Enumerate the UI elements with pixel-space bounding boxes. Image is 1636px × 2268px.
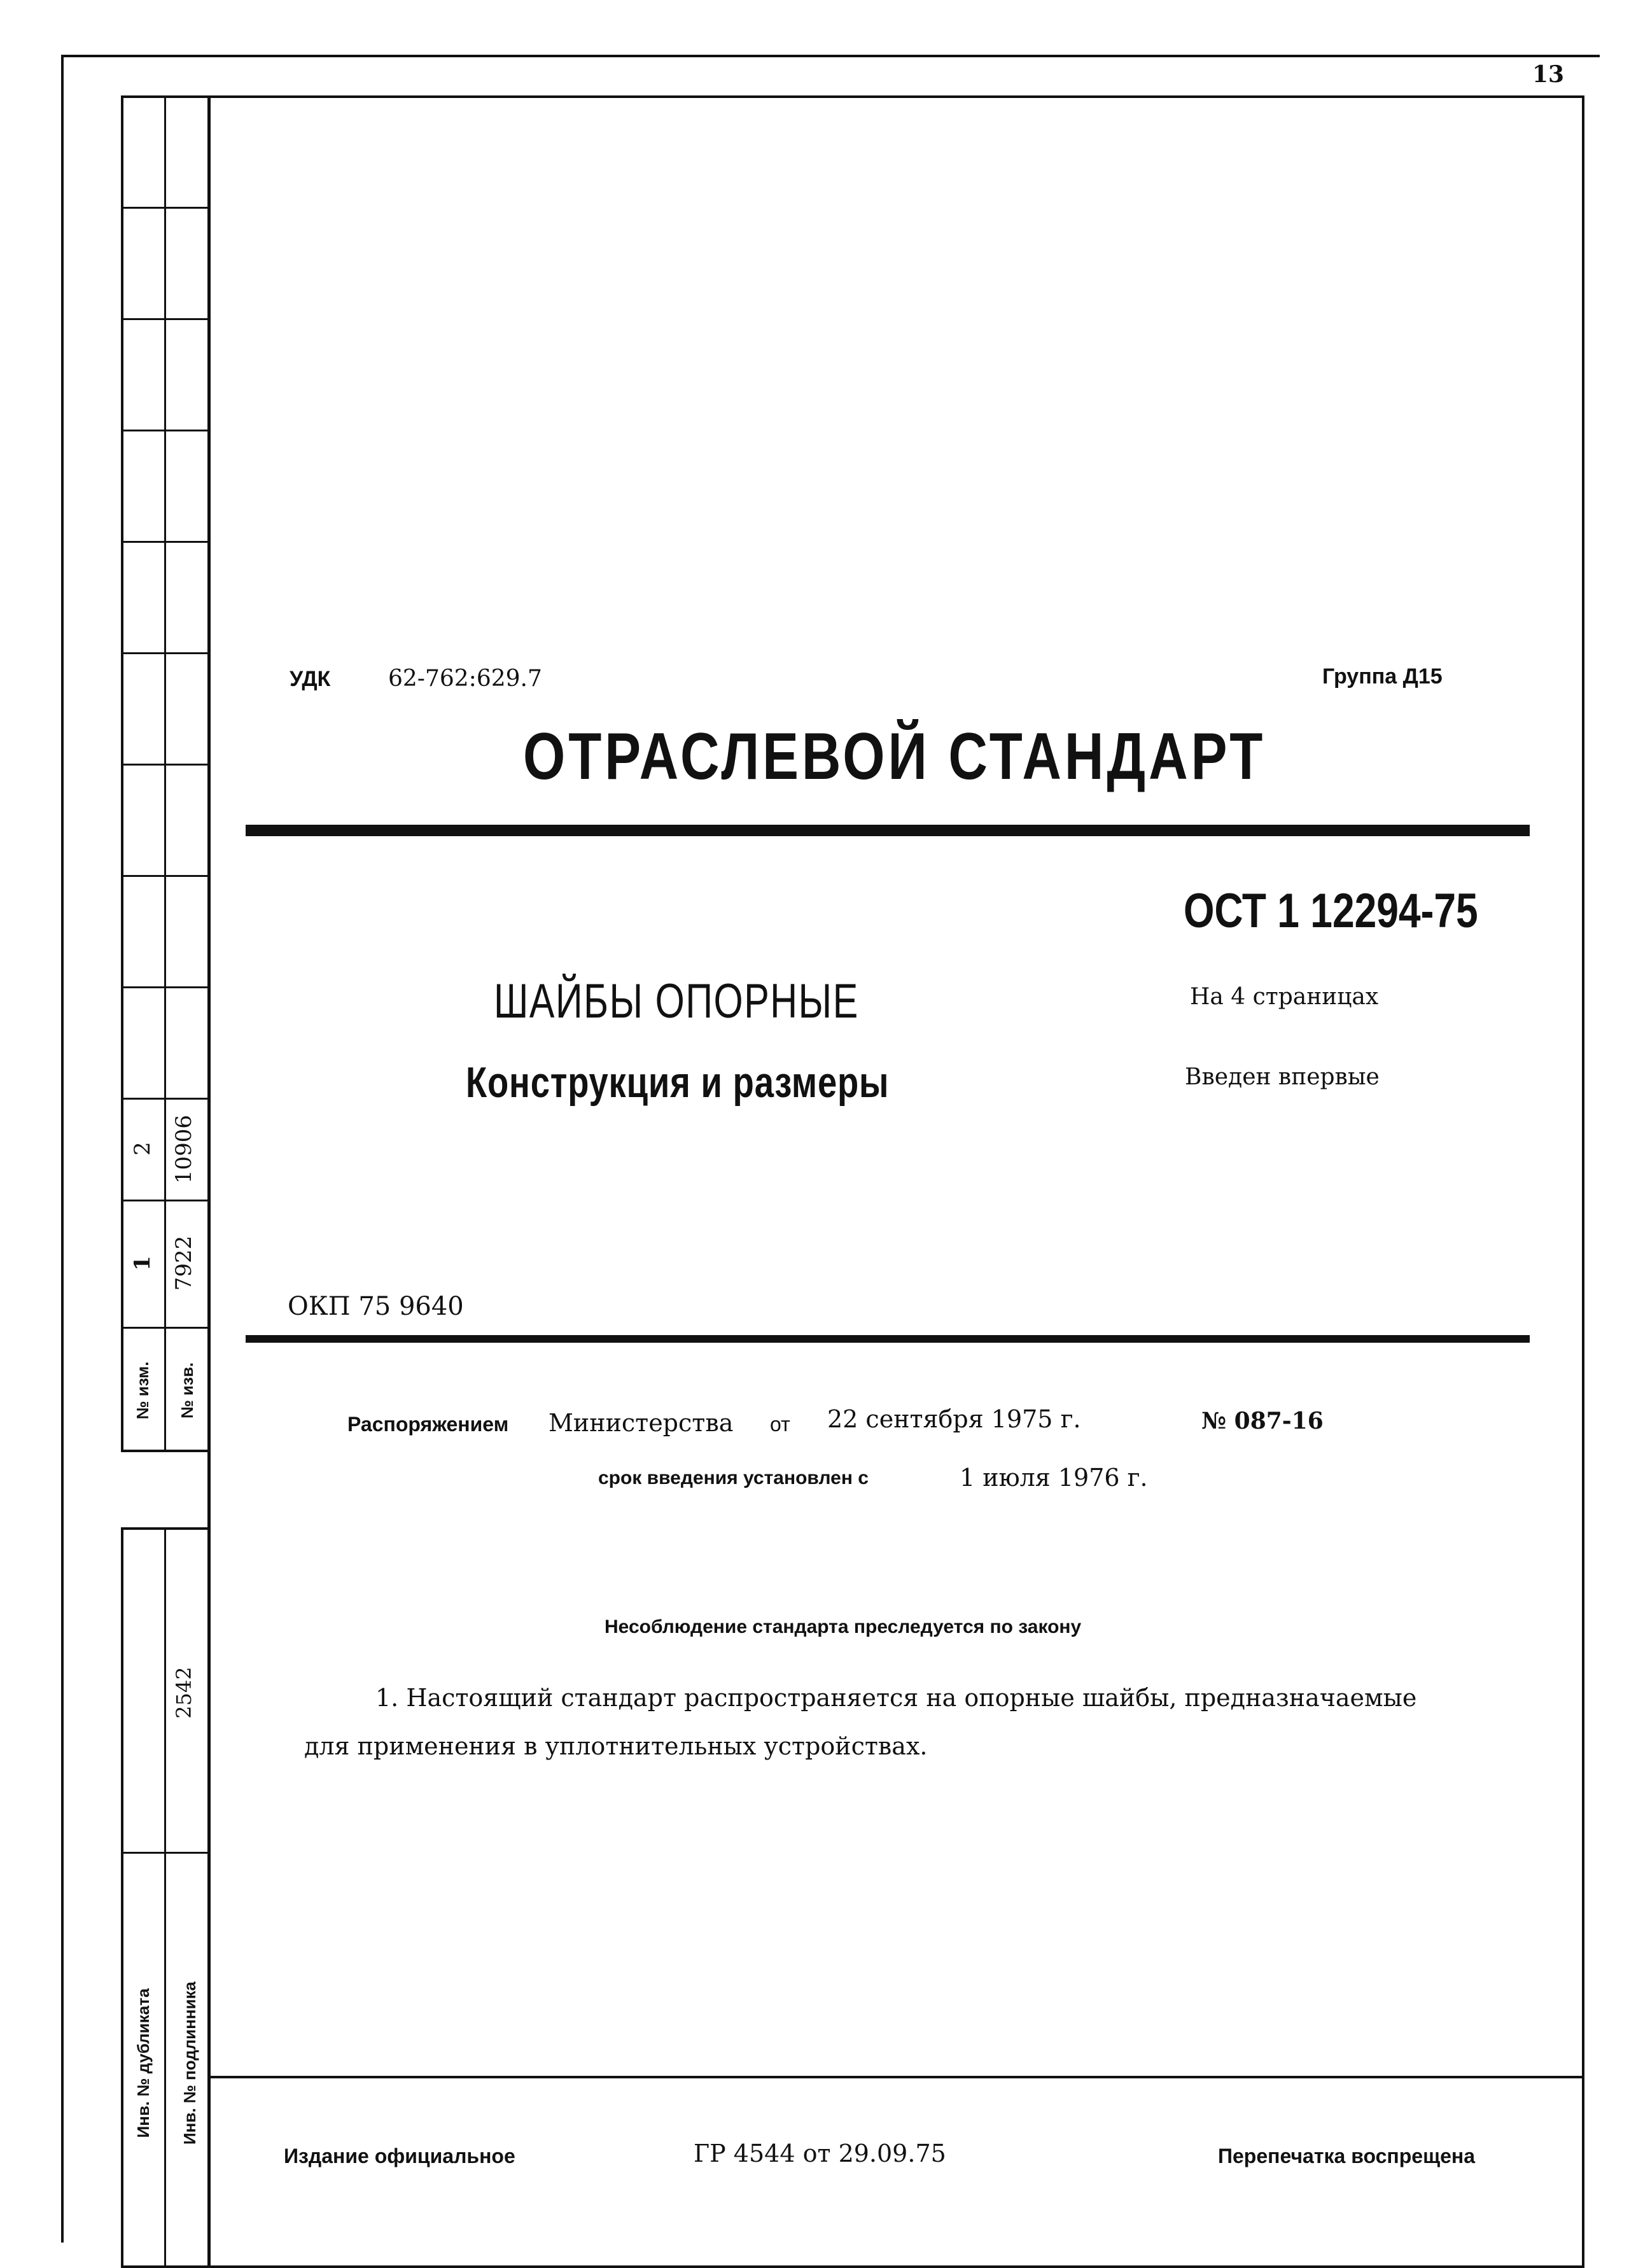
margin-row-6: [121, 764, 209, 766]
margin-left-border: [121, 95, 123, 1451]
margin-row-7: [121, 875, 209, 877]
footer-reprint: Перепечатка воспрещена: [1218, 2145, 1475, 2167]
margin-row-10: [121, 1200, 209, 1201]
title-rule: [246, 825, 1530, 836]
margin-row-8: [121, 986, 209, 988]
margin-change-1: 1: [130, 1256, 155, 1271]
margin-mid-border: [164, 95, 166, 1451]
margin-lower-mid: [164, 1527, 166, 2268]
frame-top-inner: [121, 95, 1584, 98]
udk-label: УДК: [290, 667, 331, 691]
margin-inv-dup-label: Инв. № дубликата: [134, 1988, 153, 2138]
margin-inv-orig-label: Инв. № подлинника: [180, 1981, 199, 2145]
okp-rule: [246, 1335, 1530, 1343]
okp-code: ОКП 75 9640: [288, 1292, 464, 1321]
margin-row-4: [121, 541, 209, 543]
frame-right-inner: [1582, 95, 1584, 2268]
margin-notice-1: 7922: [171, 1235, 197, 1291]
group-label: Группа Д15: [1322, 664, 1443, 689]
margin-notice-no-label: № изв.: [178, 1362, 197, 1419]
standard-number: ОСТ 1 12294-75: [1184, 884, 1478, 938]
margin-row-9: [121, 1098, 209, 1100]
margin-row-2: [121, 318, 209, 320]
margin-row-5: [121, 652, 209, 654]
margin-row-1: [121, 207, 209, 209]
document-title: ОТРАСЛЕВОЙ СТАНДАРТ: [523, 720, 1266, 794]
page-number: 13: [1532, 61, 1565, 88]
paragraph-1-line-1: 1. Настоящий стандарт распространяется на опорные шайбы, предназначаемые: [375, 1684, 1417, 1712]
margin-lower-row: [121, 1852, 209, 1854]
warning-text: Несоблюдение стандарта преследуется по закону: [605, 1616, 1082, 1637]
udk-value: 62-762:629.7: [388, 666, 542, 692]
standard-subtitle: Конструкция и размеры: [466, 1058, 890, 1107]
paragraph-1-line-2: для применения в уплотнительных устройствах.: [304, 1732, 928, 1760]
frame-left-inner: [207, 95, 211, 2268]
footer-edition: Издание официальное: [284, 2145, 515, 2167]
margin-notice-2: 10906: [171, 1114, 197, 1184]
frame-top-outer: [61, 55, 1600, 57]
margin-row-12: [121, 1450, 209, 1452]
order-term-date: 1 июля 1976 г.: [960, 1464, 1148, 1492]
order-from: от: [770, 1413, 790, 1436]
margin-row-11: [121, 1327, 209, 1329]
order-date: 22 сентября 1975 г.: [827, 1405, 1081, 1433]
footer-rule: [207, 2076, 1584, 2078]
margin-change-no-label: № изм.: [133, 1361, 152, 1420]
footer-gr: ГР 4544 от 29.09.75: [694, 2139, 946, 2167]
margin-change-2: 2: [130, 1142, 155, 1156]
standard-status: Введен впервые: [1185, 1064, 1380, 1090]
margin-inv-original: 2542: [172, 1667, 196, 1719]
standard-name: ШАЙБЫ ОПОРНЫЕ: [494, 974, 859, 1028]
frame-bottom-inner: [121, 2265, 1584, 2268]
order-by: Распоряжением: [347, 1413, 509, 1436]
standard-pages: На 4 страницах: [1190, 984, 1379, 1010]
order-ministry: Министерства: [549, 1409, 734, 1437]
order-term-label: срок введения установлен с: [598, 1467, 869, 1488]
order-number: № 087-16: [1201, 1408, 1324, 1434]
margin-lower-left: [121, 1527, 123, 2268]
margin-row-3: [121, 430, 209, 431]
frame-left-outer: [61, 55, 64, 2243]
